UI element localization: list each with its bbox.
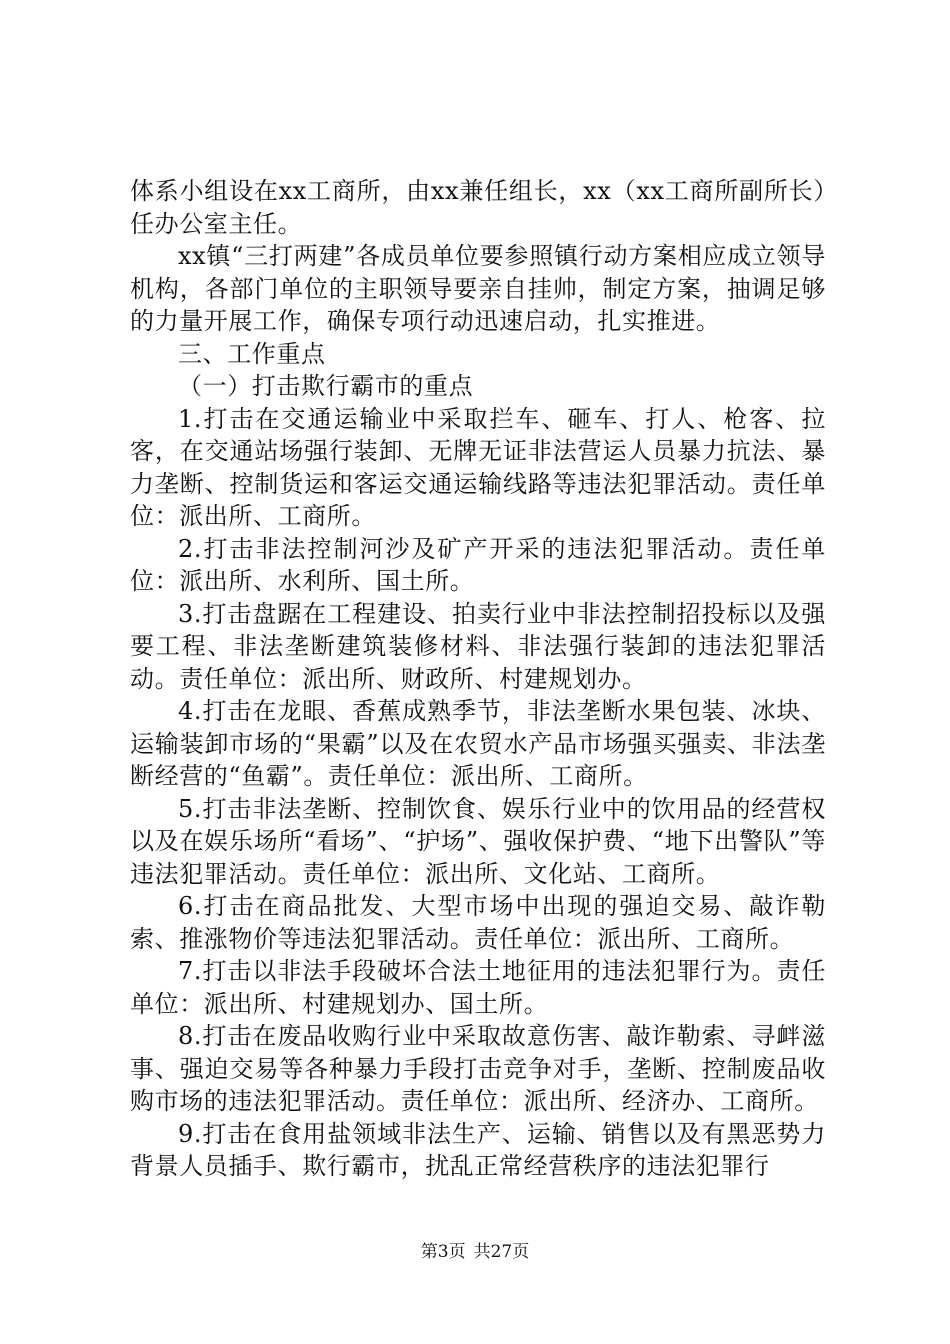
document-body <box>130 175 826 1183</box>
page-number: 第3页 <box>420 1242 466 1262</box>
page-total: 共27页 <box>473 1242 530 1262</box>
list-item: 9.打击在食用盐领域非法生产、运输、销售以及有黑恶势力背景人员插手、欺行霸市，扰乱正常经营秩序的违法犯罪行 <box>130 1119 826 1180</box>
section-heading: 三、工作重点 <box>178 339 326 368</box>
list-item: 2.打击非法控制河沙及矿产开采的违法犯罪活动。责任单位：派出所、水利所、国土所。 <box>130 534 826 595</box>
list-item: 7.打击以非法手段破坏合法土地征用的违法犯罪行为。责任单位：派出所、村建规划办、国土所。 <box>130 957 826 1018</box>
list-item: 8.打击在废品收购行业中采取故意伤害、敲诈勒索、寻衅滋事、强迫交易等各种暴力手段打击竞争对手，垄断、控制废品收购市场的违法犯罪活动。责任单位：派出所、经济办、工商所。 <box>130 1022 826 1115</box>
list-item: 6.打击在商品批发、大型市场中出现的强迫交易、敲诈勒索、推涨物价等违法犯罪活动。责任单位：派出所、工商所。 <box>130 892 826 953</box>
paragraph: 体系小组设在xx工商所，由xx兼任组长，xx（xx工商所副所长）任办公室主任。 <box>130 177 826 238</box>
list-item: 1.打击在交通运输业中采取拦车、砸车、打人、枪客、拉客，在交通站场强行装卸、无牌无证非法营运人员暴力抗法、暴力垄断、控制货运和客运交通运输线路等违法犯罪活动。责任单位：派出所、工商所。 <box>130 404 826 530</box>
list-item: 4.打击在龙眼、香蕉成熟季节，非法垄断水果包装、冰块、运输装卸市场的“果霸”以及在农贸水产品市场强买强卖、非法垄断经营的“鱼霸”。责任单位：派出所、工商所。 <box>130 697 826 790</box>
paragraph: xx镇“三打两建”各成员单位要参照镇行动方案相应成立领导机构，各部门单位的主职领导要亲自挂帅，制定方案，抽调足够的力量开展工作，确保专项行动迅速启动，扎实推进。 <box>130 242 826 335</box>
subsection-heading: （一）打击欺行霸市的重点 <box>178 372 474 400</box>
list-item: 3.打击盘踞在工程建设、拍卖行业中非法控制招投标以及强要工程、非法垄断建筑装修材料、非法强行装卸的违法犯罪活动。责任单位：派出所、财政所、村建规划办。 <box>130 599 826 693</box>
page-footer <box>0 1241 950 1263</box>
list-item: 5.打击非法垄断、控制饮食、娱乐行业中的饮用品的经营权以及在娱乐场所“看场”、“护场”、强收保护费、“地下出警队”等违法犯罪活动。责任单位：派出所、文化站、工商所。 <box>130 794 826 888</box>
